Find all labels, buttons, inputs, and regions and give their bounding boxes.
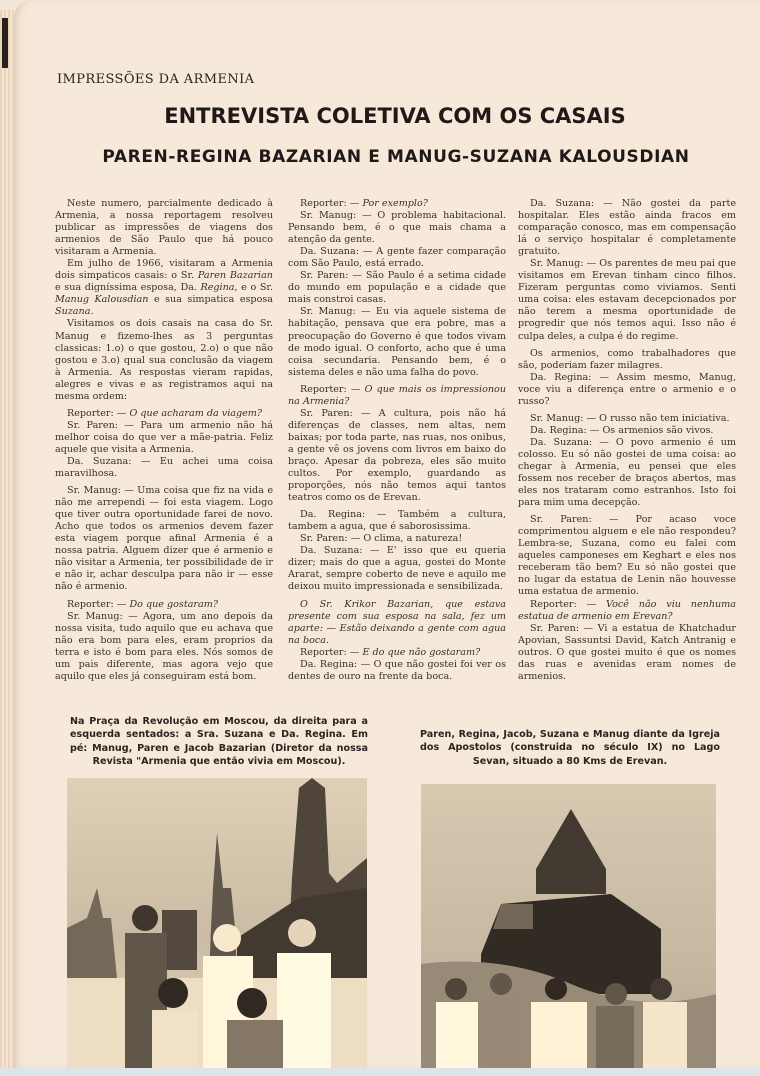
article-paragraph: Sr. Manug: — O problema habitacional. Pensando bem, é o que mais chama a atenção da gente. bbox=[288, 210, 506, 246]
article-subtitle: PAREN-REGINA BAZARIAN E MANUG-SUZANA KALOUSDIAN bbox=[102, 147, 690, 167]
article-paragraph: Sr. Paren: — São Paulo é a setima cidade do mundo em população e a cidade que mais constroi casas. bbox=[288, 270, 506, 306]
text-column-2 bbox=[288, 198, 506, 683]
church-dome bbox=[536, 809, 606, 894]
article-paragraph: Reporter: — O que acharam da viagem? bbox=[67, 407, 263, 419]
article-paragraph: Sr. Paren: — Por acaso voce comprimentou alguem e ele não respondeu? Lembra-se, Suzana, como eu falei com aqueles camponeses em Keghart e eles nos receberam tão bem? Eu só não gostei que no lugar da estatua de Lenin não houvesse uma estatua de armenio. bbox=[518, 514, 736, 598]
scan-bottom-edge bbox=[0, 1068, 760, 1076]
article-paragraph: Da. Suzana: — E' isso que eu queria dizer; mais do que a agua, gostei do Monte Ararat, sempre coberto de neve e aquilo me deixou muito impressionada e sensibilizada. bbox=[288, 545, 506, 593]
article-paragraph: Sr. Paren: — Vi a estatua de Khatchadur Apovian, Sassuntsi David, Katch Antranig e outros. O que gostei muito é que os nomes das ruas e avenidas eram nomes de armenios. bbox=[518, 622, 736, 682]
church-roof bbox=[493, 904, 533, 929]
st-basil-cathedral bbox=[67, 888, 117, 978]
text-column-1 bbox=[55, 198, 273, 683]
article-paragraph: Sr. Manug: — Eu via aquele sistema de habitação, pensava que era pobre, mas a preocupação do Governo é que todos vivam de modo igual. O conforto, acho que é uma coisa secundaria. Pensando bem, é o sistema deles e não uma falha do povo. bbox=[288, 306, 506, 378]
photo-caption-moscow: Na Praça da Revolução em Moscou, da direita para a esquerda sentados: a Sra. Suzana e Da. Regina. Em pé: Manug, Paren e Jacob Bazarian (Diretor da nossa Revista "Armenia que então vivia em Moscou). bbox=[70, 716, 368, 768]
photo-caption-sevan: Paren, Regina, Jacob, Suzana e Manug diante da Igreja dos Apostolos (construida no século IX) no Lago Sevan, situado a 80 Kms de Erevan. bbox=[420, 729, 720, 767]
text-column-3 bbox=[518, 198, 736, 683]
running-head: IMPRESSÕES DA ARMENIA bbox=[57, 72, 255, 87]
article-paragraph: Sr. Manug: — O russo não tem iniciativa. bbox=[530, 412, 730, 424]
article-paragraph: Neste numero, parcialmente dedicado à Armenia, a nossa reportagem resolveu publicar as impressões de viagens dos armenios de São Paulo que há pouco visitaram a Armenia. bbox=[55, 198, 273, 258]
article-paragraph: Sr. Manug: — Agora, um ano depois da nossa visita, tudo aquilo que eu achava que não era bom para eles, eram proprios da terra e isto é bom para eles. Nós somos de um pais diferente, mas agora vejo que aquilo que eles já conseguiram está bom. bbox=[55, 610, 273, 682]
article-paragraph: Reporter: — Você não viu nenhuma estatua de armenio em Erevan? bbox=[518, 598, 737, 622]
article-paragraph: Reporter: — Do que gostaram? bbox=[67, 598, 218, 610]
article-paragraph: Da. Regina: — Assim mesmo, Manug, voce viu a diferença entre o armenio e o russo? bbox=[518, 371, 736, 407]
article-paragraph: Sr. Manug: — Uma coisa que fiz na vida e não me arrependi — foi esta viagem. Logo que tiver outra oportunidade farei de novo. Acho que todos os armenios devem fazer esta viagem porque afinal Armenia é a nossa patria. Alguem dizer que é armenio e não visitar a Armenia, ter possibilidade de ir e não ir, achar desculpa para não ir — esse não é armenio. bbox=[55, 485, 273, 593]
article-paragraph: Da. Regina: — Os armenios são vivos. bbox=[530, 424, 714, 436]
article-paragraph: Da. Suzana: — A gente fazer comparação com São Paulo, está errado. bbox=[288, 246, 506, 270]
article-paragraph: O Sr. Krikor Bazarian, que estava presente com sua esposa na sala, fez um aparte: — Estão deixando a gente com agua na boca. bbox=[288, 598, 506, 646]
article-paragraph: Sr. Manug: — Os parentes de meu pai que visitamos em Erevan tinham cinco filhos. Fizeram perguntas como viviamos. Senti uma coisa: eles estavam decepcionados por não terem a mesma oportunidade de progredir que nós temos aqui. Isso não é culpa deles, a culpa é do regime. bbox=[518, 258, 736, 342]
article-paragraph: Da. Suzana: — Não gostei da parte hospitalar. Eles estão ainda fracos em comparação conosco, mas em compensação lá o serviço hospitalar é completamente gratuito. bbox=[518, 198, 736, 258]
article-paragraph: Sr. Paren: — Para um armenio não há melhor coisa do que ver a mãe-patria. Feliz aquele que visita a Armenia. bbox=[55, 419, 273, 455]
photo-red-square-illustration bbox=[67, 778, 367, 1068]
article-paragraph: Em julho de 1966, visitaram a Armenia dois simpaticos casais: o Sr. Paren Bazarian e sua digníssima esposa, Da. Regina, e o Sr. Manug Kalousdian e sua simpatica esposa Suzana. bbox=[55, 258, 273, 318]
article-paragraph: Visitamos os dois casais na casa do Sr. Manug e fizemo-lhes as 3 perguntas classicas: 1.o) o que gostou, 2.o) o que não gostou e 3.o) qual sua conclusão da viagem à Armenia. As respostas vieram rapidas, alegres e vivas e as registramos aqui na mesma ordem: bbox=[55, 318, 273, 402]
article-paragraph: Da. Regina: — O que não gostei foi ver os dentes de ouro na frente da boca. bbox=[288, 658, 506, 682]
photo-red-square-group bbox=[67, 778, 367, 1068]
group-people bbox=[125, 905, 331, 1068]
article-paragraph: Da. Regina: — Também a cultura, tambem a agua, que é saborosissima. bbox=[288, 509, 506, 533]
article-paragraph: Reporter: — Por exemplo? bbox=[300, 198, 428, 209]
article-paragraph: Reporter: — E do que não gostaram? bbox=[300, 646, 481, 658]
article-paragraph: Reporter: — O que mais os impressionou na Armenia? bbox=[288, 383, 507, 407]
mausoleum bbox=[162, 910, 197, 970]
binding-strip bbox=[2, 18, 8, 68]
article-paragraph: Da. Suzana: — O povo armenio é um colosso. Eu só não gostei de uma coisa: ao chegar à Armenia, eu pensei que eles fossem nos receber de braços abertos, mas eles nos trataram como estranhos. Isto foi para mim uma decepção. bbox=[518, 436, 736, 509]
article-paragraph: Sr. Paren: — O clima, a natureza! bbox=[300, 533, 463, 545]
article-paragraph: Sr. Paren: — A cultura, pois não há diferenças de classes, nem altas, nem baixas; por toda parte, nas ruas, nos onibus, a gente vê os jovens com livros em baixo do braço. Apesar da pobreza, eles são muito cultos. Por exemplo, guardando as proporções, nós não temos aqui tantos teatros como os de Erevan. bbox=[288, 407, 506, 504]
article-paragraph: Da. Suzana: — Eu achei uma coisa maravilhosa. bbox=[55, 455, 273, 480]
article-paragraph: Os armenios, como trabalhadores que são, poderiam fazer milagres. bbox=[518, 347, 736, 371]
article-title: ENTREVISTA COLETIVA COM OS CASAIS bbox=[164, 104, 626, 128]
photo-sevan-church-group bbox=[421, 784, 716, 1068]
photo-sevan-church-illustration bbox=[421, 784, 716, 1068]
